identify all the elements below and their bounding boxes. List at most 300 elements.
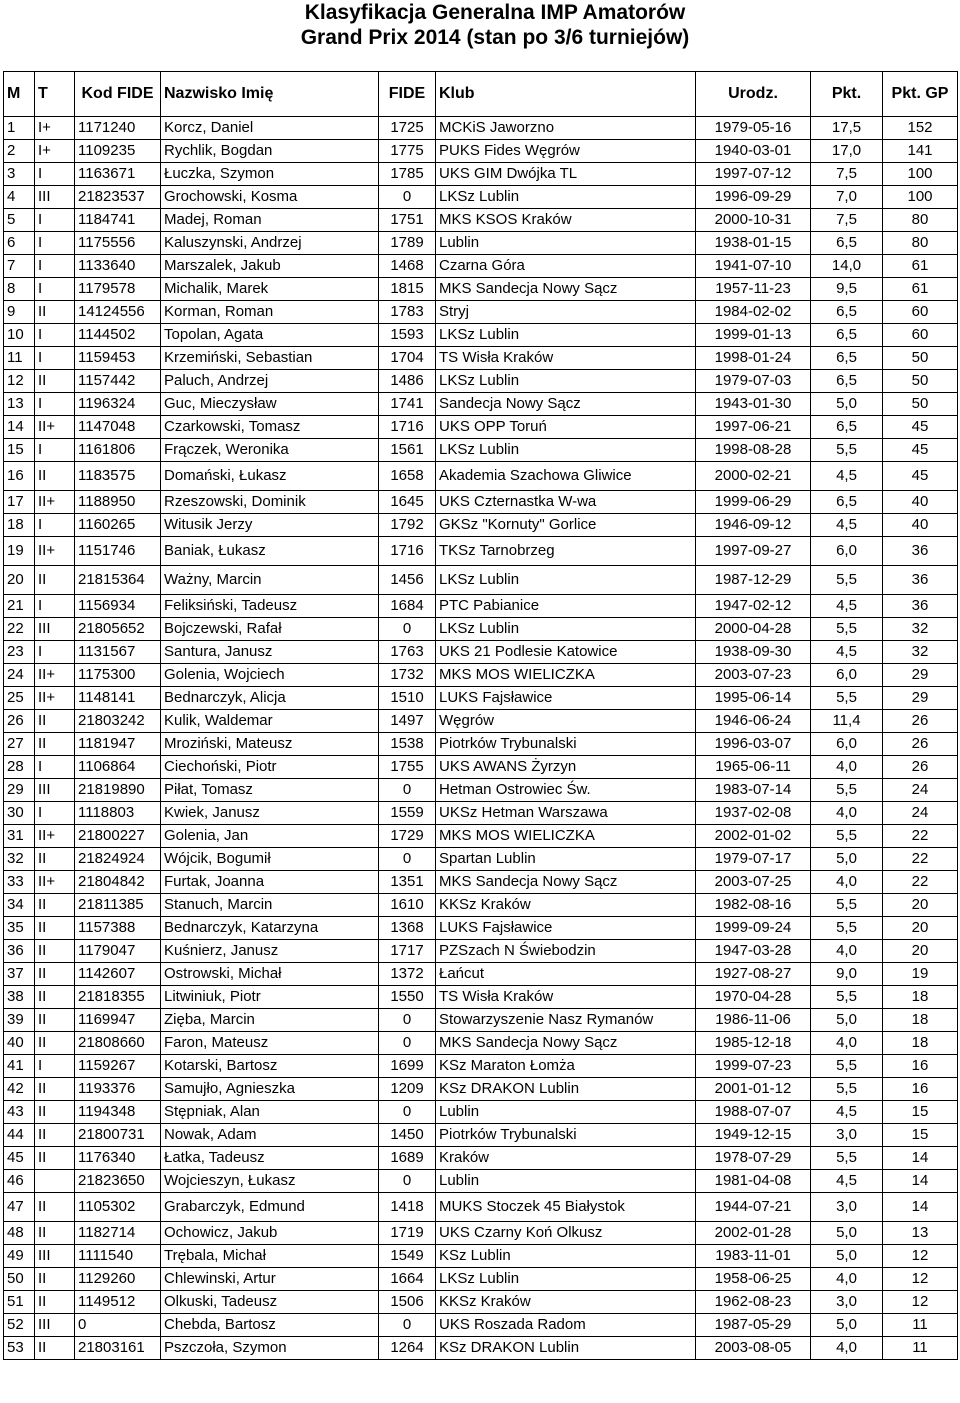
cell-points: 4,0 <box>811 1268 883 1291</box>
table-row <box>4 301 958 324</box>
cell-category: II <box>35 370 75 393</box>
cell-fide-code: 21811385 <box>75 894 161 917</box>
cell-fide-rating: 1684 <box>379 595 436 618</box>
table-row <box>4 209 958 232</box>
cell-club: Stryj <box>436 301 696 324</box>
cell-fide-code: 1106864 <box>75 756 161 779</box>
table-row <box>4 324 958 347</box>
cell-gp-points: 61 <box>883 255 958 278</box>
header-nazwisko-imie: Nazwisko Imię <box>161 72 379 117</box>
cell-fide-rating: 0 <box>379 1009 436 1032</box>
cell-category: II+ <box>35 687 75 710</box>
cell-name: Kulik, Waldemar <box>161 710 379 733</box>
cell-points: 4,0 <box>811 871 883 894</box>
table-row <box>4 963 958 986</box>
cell-club: MKS Sandecja Nowy Sącz <box>436 871 696 894</box>
cell-fide-code: 1184741 <box>75 209 161 232</box>
cell-name: Olkuski, Tadeusz <box>161 1291 379 1314</box>
cell-gp-points: 14 <box>883 1193 958 1222</box>
cell-birth-date: 2000-02-21 <box>696 462 811 491</box>
cell-name: Stanuch, Marcin <box>161 894 379 917</box>
cell-rank: 53 <box>4 1337 35 1360</box>
table-row <box>4 232 958 255</box>
cell-gp-points: 20 <box>883 917 958 940</box>
cell-birth-date: 1987-05-29 <box>696 1314 811 1337</box>
cell-name: Samujło, Agnieszka <box>161 1078 379 1101</box>
cell-rank: 38 <box>4 986 35 1009</box>
cell-fide-rating: 1725 <box>379 117 436 140</box>
cell-rank: 40 <box>4 1032 35 1055</box>
cell-category: II <box>35 1193 75 1222</box>
cell-rank: 32 <box>4 848 35 871</box>
table-row <box>4 462 958 491</box>
cell-name: Korman, Roman <box>161 301 379 324</box>
cell-rank: 24 <box>4 664 35 687</box>
cell-fide-rating: 1716 <box>379 416 436 439</box>
cell-name: Czarkowski, Tomasz <box>161 416 379 439</box>
cell-name: Łuczka, Szymon <box>161 163 379 186</box>
cell-fide-code: 1156934 <box>75 595 161 618</box>
cell-points: 4,5 <box>811 462 883 491</box>
cell-gp-points: 18 <box>883 986 958 1009</box>
cell-rank: 41 <box>4 1055 35 1078</box>
cell-category: II+ <box>35 537 75 566</box>
cell-rank: 25 <box>4 687 35 710</box>
table-row <box>4 595 958 618</box>
cell-fide-code: 1144502 <box>75 324 161 347</box>
cell-club: Lublin <box>436 232 696 255</box>
cell-fide-rating: 0 <box>379 1170 436 1193</box>
cell-gp-points: 80 <box>883 209 958 232</box>
table-row <box>4 871 958 894</box>
cell-points: 6,5 <box>811 491 883 514</box>
cell-name: Kaluszynski, Andrzej <box>161 232 379 255</box>
cell-gp-points: 50 <box>883 347 958 370</box>
table-row <box>4 1245 958 1268</box>
cell-club: LKSz Lublin <box>436 1268 696 1291</box>
cell-fide-code: 1111540 <box>75 1245 161 1268</box>
cell-points: 3,0 <box>811 1291 883 1314</box>
header-pkt: Pkt. <box>811 72 883 117</box>
cell-fide-code: 1175300 <box>75 664 161 687</box>
cell-gp-points: 36 <box>883 566 958 595</box>
cell-club: Łańcut <box>436 963 696 986</box>
cell-rank: 13 <box>4 393 35 416</box>
cell-club: LUKS Fajsławice <box>436 917 696 940</box>
cell-gp-points: 50 <box>883 370 958 393</box>
cell-name: Paluch, Andrzej <box>161 370 379 393</box>
cell-gp-points: 80 <box>883 232 958 255</box>
cell-name: Feliksiński, Tadeusz <box>161 595 379 618</box>
table-row <box>4 1170 958 1193</box>
header-pkt-gp: Pkt. GP <box>883 72 958 117</box>
cell-category: I <box>35 347 75 370</box>
cell-fide-code: 1151746 <box>75 537 161 566</box>
cell-fide-code: 1118803 <box>75 802 161 825</box>
cell-fide-rating: 0 <box>379 848 436 871</box>
cell-category: II <box>35 894 75 917</box>
cell-club: PZSzach N Świebodzin <box>436 940 696 963</box>
cell-birth-date: 1987-12-29 <box>696 566 811 595</box>
cell-name: Faron, Mateusz <box>161 1032 379 1055</box>
cell-gp-points: 13 <box>883 1222 958 1245</box>
cell-birth-date: 2003-07-23 <box>696 664 811 687</box>
cell-fide-rating: 1792 <box>379 514 436 537</box>
table-row <box>4 117 958 140</box>
cell-fide-code: 1182714 <box>75 1222 161 1245</box>
cell-name: Grochowski, Kosma <box>161 186 379 209</box>
cell-club: Stowarzyszenie Nasz Rymanów <box>436 1009 696 1032</box>
cell-fide-rating: 1418 <box>379 1193 436 1222</box>
cell-fide-rating: 1593 <box>379 324 436 347</box>
cell-birth-date: 2001-01-12 <box>696 1078 811 1101</box>
table-row <box>4 1314 958 1337</box>
cell-category: II+ <box>35 416 75 439</box>
cell-name: Stępniak, Alan <box>161 1101 379 1124</box>
cell-category: II <box>35 1337 75 1360</box>
cell-rank: 31 <box>4 825 35 848</box>
cell-category: I <box>35 641 75 664</box>
cell-fide-code: 1129260 <box>75 1268 161 1291</box>
cell-fide-code: 1105302 <box>75 1193 161 1222</box>
cell-name: Topolan, Agata <box>161 324 379 347</box>
cell-gp-points: 20 <box>883 940 958 963</box>
cell-category: II <box>35 462 75 491</box>
cell-category: I+ <box>35 117 75 140</box>
cell-club: LUKS Fajsławice <box>436 687 696 710</box>
table-row <box>4 917 958 940</box>
cell-category: II <box>35 940 75 963</box>
table-row <box>4 618 958 641</box>
cell-rank: 44 <box>4 1124 35 1147</box>
cell-birth-date: 1983-11-01 <box>696 1245 811 1268</box>
cell-points: 5,5 <box>811 618 883 641</box>
cell-category: III <box>35 779 75 802</box>
cell-birth-date: 1946-09-12 <box>696 514 811 537</box>
table-row <box>4 825 958 848</box>
cell-points: 4,5 <box>811 595 883 618</box>
cell-rank: 1 <box>4 117 35 140</box>
cell-gp-points: 29 <box>883 687 958 710</box>
cell-club: KKSz Kraków <box>436 1291 696 1314</box>
cell-name: Nowak, Adam <box>161 1124 379 1147</box>
cell-category: I <box>35 595 75 618</box>
cell-club: LKSz Lublin <box>436 370 696 393</box>
cell-club: TS Wisła Kraków <box>436 347 696 370</box>
cell-points: 4,5 <box>811 641 883 664</box>
cell-birth-date: 1970-04-28 <box>696 986 811 1009</box>
cell-fide-code: 1181947 <box>75 733 161 756</box>
cell-points: 5,5 <box>811 825 883 848</box>
cell-fide-code: 1188950 <box>75 491 161 514</box>
cell-birth-date: 1979-07-03 <box>696 370 811 393</box>
cell-rank: 14 <box>4 416 35 439</box>
cell-fide-rating: 1264 <box>379 1337 436 1360</box>
cell-fide-code: 21808660 <box>75 1032 161 1055</box>
cell-club: Piotrków Trybunalski <box>436 1124 696 1147</box>
cell-name: Bednarczyk, Katarzyna <box>161 917 379 940</box>
table-row <box>4 370 958 393</box>
cell-name: Furtak, Joanna <box>161 871 379 894</box>
cell-points: 7,5 <box>811 209 883 232</box>
table-row <box>4 186 958 209</box>
cell-rank: 3 <box>4 163 35 186</box>
cell-fide-code: 1133640 <box>75 255 161 278</box>
cell-fide-code: 21824924 <box>75 848 161 871</box>
cell-club: KKSz Kraków <box>436 894 696 917</box>
cell-fide-rating: 1450 <box>379 1124 436 1147</box>
cell-fide-rating: 0 <box>379 779 436 802</box>
cell-birth-date: 1988-07-07 <box>696 1101 811 1124</box>
cell-points: 5,5 <box>811 687 883 710</box>
cell-category: I <box>35 393 75 416</box>
table-row <box>4 687 958 710</box>
cell-gp-points: 22 <box>883 848 958 871</box>
cell-name: Guc, Mieczysław <box>161 393 379 416</box>
cell-club: Węgrów <box>436 710 696 733</box>
cell-rank: 2 <box>4 140 35 163</box>
cell-name: Mroziński, Mateusz <box>161 733 379 756</box>
cell-points: 11,4 <box>811 710 883 733</box>
cell-fide-rating: 1783 <box>379 301 436 324</box>
table-row <box>4 664 958 687</box>
cell-gp-points: 14 <box>883 1147 958 1170</box>
cell-fide-rating: 0 <box>379 1032 436 1055</box>
cell-points: 5,5 <box>811 1078 883 1101</box>
cell-points: 9,5 <box>811 278 883 301</box>
cell-name: Rychlik, Bogdan <box>161 140 379 163</box>
cell-gp-points: 45 <box>883 439 958 462</box>
cell-gp-points: 29 <box>883 664 958 687</box>
cell-gp-points: 60 <box>883 301 958 324</box>
cell-points: 6,0 <box>811 733 883 756</box>
cell-name: Kuśnierz, Janusz <box>161 940 379 963</box>
cell-name: Domański, Łukasz <box>161 462 379 491</box>
cell-category: II+ <box>35 664 75 687</box>
cell-birth-date: 1986-11-06 <box>696 1009 811 1032</box>
cell-club: MKS KSOS Kraków <box>436 209 696 232</box>
cell-points: 5,5 <box>811 439 883 462</box>
table-row <box>4 255 958 278</box>
cell-gp-points: 15 <box>883 1101 958 1124</box>
cell-fide-rating: 1716 <box>379 537 436 566</box>
cell-gp-points: 26 <box>883 756 958 779</box>
cell-points: 5,0 <box>811 1245 883 1268</box>
table-row <box>4 1268 958 1291</box>
cell-rank: 7 <box>4 255 35 278</box>
table-row <box>4 393 958 416</box>
cell-name: Kwiek, Janusz <box>161 802 379 825</box>
cell-birth-date: 1947-03-28 <box>696 940 811 963</box>
cell-fide-code: 1142607 <box>75 963 161 986</box>
cell-rank: 26 <box>4 710 35 733</box>
cell-rank: 22 <box>4 618 35 641</box>
cell-club: MUKS Stoczek 45 Białystok <box>436 1193 696 1222</box>
table-row <box>4 756 958 779</box>
cell-fide-rating: 1664 <box>379 1268 436 1291</box>
cell-gp-points: 32 <box>883 618 958 641</box>
cell-category: II <box>35 1222 75 1245</box>
cell-fide-rating: 0 <box>379 186 436 209</box>
cell-birth-date: 1944-07-21 <box>696 1193 811 1222</box>
cell-points: 5,0 <box>811 1314 883 1337</box>
cell-fide-code: 1175556 <box>75 232 161 255</box>
table-row <box>4 163 958 186</box>
cell-gp-points: 20 <box>883 894 958 917</box>
cell-rank: 15 <box>4 439 35 462</box>
cell-birth-date: 1949-12-15 <box>696 1124 811 1147</box>
header-row <box>4 72 958 117</box>
cell-category: II <box>35 1101 75 1124</box>
cell-rank: 49 <box>4 1245 35 1268</box>
cell-gp-points: 22 <box>883 871 958 894</box>
cell-points: 4,5 <box>811 1170 883 1193</box>
cell-points: 4,0 <box>811 1337 883 1360</box>
cell-category: I <box>35 232 75 255</box>
cell-gp-points: 100 <box>883 163 958 186</box>
cell-name: Madej, Roman <box>161 209 379 232</box>
cell-name: Zięba, Marcin <box>161 1009 379 1032</box>
cell-fide-code: 0 <box>75 1314 161 1337</box>
cell-name: Kotarski, Bartosz <box>161 1055 379 1078</box>
cell-category: II <box>35 566 75 595</box>
cell-fide-rating: 1468 <box>379 255 436 278</box>
cell-fide-code: 1169947 <box>75 1009 161 1032</box>
cell-birth-date: 1985-12-18 <box>696 1032 811 1055</box>
cell-club: MKS Sandecja Nowy Sącz <box>436 1032 696 1055</box>
cell-birth-date: 1937-02-08 <box>696 802 811 825</box>
cell-name: Piłat, Tomasz <box>161 779 379 802</box>
cell-rank: 47 <box>4 1193 35 1222</box>
cell-fide-rating: 1719 <box>379 1222 436 1245</box>
cell-gp-points: 18 <box>883 1009 958 1032</box>
cell-rank: 18 <box>4 514 35 537</box>
cell-rank: 36 <box>4 940 35 963</box>
cell-category: II <box>35 710 75 733</box>
table-row <box>4 1193 958 1222</box>
table-row <box>4 537 958 566</box>
cell-fide-code: 1148141 <box>75 687 161 710</box>
cell-birth-date: 1938-09-30 <box>696 641 811 664</box>
table-row <box>4 1124 958 1147</box>
cell-birth-date: 1981-04-08 <box>696 1170 811 1193</box>
cell-birth-date: 1943-01-30 <box>696 393 811 416</box>
cell-birth-date: 1938-01-15 <box>696 232 811 255</box>
cell-points: 17,0 <box>811 140 883 163</box>
cell-fide-code: 1157442 <box>75 370 161 393</box>
table-row <box>4 641 958 664</box>
cell-category: I <box>35 802 75 825</box>
cell-fide-rating: 1699 <box>379 1055 436 1078</box>
cell-fide-code: 21823650 <box>75 1170 161 1193</box>
cell-rank: 27 <box>4 733 35 756</box>
cell-birth-date: 2000-10-31 <box>696 209 811 232</box>
cell-category: III <box>35 1245 75 1268</box>
cell-name: Trębala, Michał <box>161 1245 379 1268</box>
table-row <box>4 1032 958 1055</box>
cell-category: II <box>35 1078 75 1101</box>
cell-points: 4,5 <box>811 514 883 537</box>
table-row <box>4 986 958 1009</box>
cell-birth-date: 1983-07-14 <box>696 779 811 802</box>
cell-fide-rating: 1497 <box>379 710 436 733</box>
cell-birth-date: 1999-06-29 <box>696 491 811 514</box>
cell-gp-points: 24 <box>883 802 958 825</box>
cell-club: UKSz Hetman Warszawa <box>436 802 696 825</box>
cell-category: III <box>35 1314 75 1337</box>
cell-fide-rating: 1751 <box>379 209 436 232</box>
cell-gp-points: 50 <box>883 393 958 416</box>
cell-rank: 16 <box>4 462 35 491</box>
cell-rank: 9 <box>4 301 35 324</box>
cell-fide-rating: 1610 <box>379 894 436 917</box>
cell-rank: 43 <box>4 1101 35 1124</box>
cell-fide-rating: 1815 <box>379 278 436 301</box>
cell-birth-date: 2002-01-28 <box>696 1222 811 1245</box>
cell-fide-code: 1131567 <box>75 641 161 664</box>
cell-fide-rating: 1775 <box>379 140 436 163</box>
cell-club: Hetman Ostrowiec Św. <box>436 779 696 802</box>
cell-name: Frączek, Weronika <box>161 439 379 462</box>
cell-name: Ciechoński, Piotr <box>161 756 379 779</box>
cell-fide-rating: 1506 <box>379 1291 436 1314</box>
cell-club: LKSz Lublin <box>436 618 696 641</box>
cell-fide-code: 1196324 <box>75 393 161 416</box>
cell-rank: 46 <box>4 1170 35 1193</box>
cell-fide-rating: 0 <box>379 1314 436 1337</box>
cell-category: II <box>35 1147 75 1170</box>
header-kod-fide: Kod FIDE <box>75 72 161 117</box>
cell-fide-rating: 1372 <box>379 963 436 986</box>
cell-fide-code: 21800731 <box>75 1124 161 1147</box>
cell-rank: 4 <box>4 186 35 209</box>
cell-fide-code: 1176340 <box>75 1147 161 1170</box>
cell-fide-rating: 1559 <box>379 802 436 825</box>
cell-rank: 19 <box>4 537 35 566</box>
cell-fide-code: 1159267 <box>75 1055 161 1078</box>
cell-club: Lublin <box>436 1101 696 1124</box>
cell-birth-date: 1995-06-14 <box>696 687 811 710</box>
cell-gp-points: 36 <box>883 537 958 566</box>
cell-fide-code: 1179047 <box>75 940 161 963</box>
cell-category: I <box>35 324 75 347</box>
cell-name: Witusik Jerzy <box>161 514 379 537</box>
cell-fide-rating: 1729 <box>379 825 436 848</box>
cell-category: I <box>35 255 75 278</box>
cell-club: PUKS Fides Węgrów <box>436 140 696 163</box>
cell-birth-date: 1927-08-27 <box>696 963 811 986</box>
cell-club: Piotrków Trybunalski <box>436 733 696 756</box>
cell-gp-points: 36 <box>883 595 958 618</box>
table-row <box>4 1055 958 1078</box>
table-row <box>4 802 958 825</box>
cell-points: 9,0 <box>811 963 883 986</box>
cell-club: Spartan Lublin <box>436 848 696 871</box>
cell-rank: 11 <box>4 347 35 370</box>
cell-fide-code: 21804842 <box>75 871 161 894</box>
cell-gp-points: 11 <box>883 1314 958 1337</box>
cell-points: 5,0 <box>811 393 883 416</box>
cell-category: II+ <box>35 825 75 848</box>
cell-points: 5,0 <box>811 1009 883 1032</box>
cell-club: TS Wisła Kraków <box>436 986 696 1009</box>
cell-fide-code: 14124556 <box>75 301 161 324</box>
cell-gp-points: 100 <box>883 186 958 209</box>
cell-category: II <box>35 1268 75 1291</box>
cell-rank: 33 <box>4 871 35 894</box>
cell-fide-rating: 1549 <box>379 1245 436 1268</box>
cell-birth-date: 1999-09-24 <box>696 917 811 940</box>
